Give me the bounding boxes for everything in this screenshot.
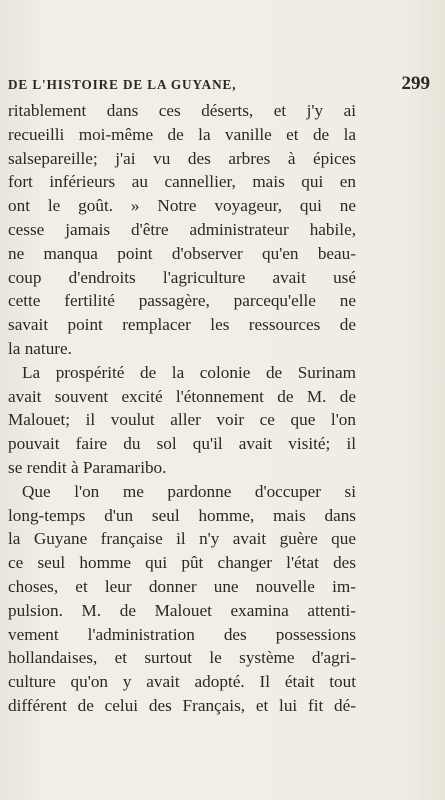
text-line: pouvait faire du sol qu'il avait visité; il	[8, 434, 356, 454]
running-head-title: DE L'HISTOIRE DE LA GUYANE,	[8, 77, 237, 92]
text-line: pulsion. M. de Malouet examina attenti-	[8, 600, 356, 620]
text-line: savait point remplacer les ressources de	[8, 315, 356, 335]
text-line: la Guyane française il n'y avait guère que	[8, 529, 356, 549]
text-line: ont le goût. » Notre voyageur, qui ne	[8, 196, 356, 216]
running-head	[8, 73, 437, 99]
text-line: culture qu'on y avait adopté. Il était tout	[8, 672, 356, 692]
text-line: recueilli moi-même de la vanille et de la	[8, 124, 356, 144]
text-line: vement l'administration des possessions	[8, 624, 356, 644]
paragraph-first-line: Que l'on me pardonne d'occuper si	[22, 481, 356, 501]
text-line: ne manqua point d'observer qu'en beau-	[8, 243, 356, 263]
text-line: coup d'endroits l'agriculture avait usé	[8, 267, 356, 287]
text-line: différent de celui des Français, et lui fit dé-	[8, 695, 356, 715]
text-line: avait souvent excité l'étonnement de M. de	[8, 386, 356, 406]
text-line: ritablement dans ces déserts, et j'y ai	[8, 101, 356, 120]
paragraph-first-line: La prospérité de la colonie de Surinam	[22, 362, 356, 382]
paragraph-last-line: la nature.	[8, 338, 72, 358]
text-line: salsepareille; j'ai vu des arbres à épices	[8, 148, 356, 168]
text-line: cesse jamais d'être administrateur habile,	[8, 219, 356, 239]
body-text	[8, 99, 356, 718]
text-line: long-temps d'un seul homme, mais dans	[8, 505, 356, 525]
text-line: Malouet; il voulut aller voir ce que l'on	[8, 410, 356, 430]
text-line: cette fertilité passagère, parcequ'elle ne	[8, 291, 356, 311]
text-line: ce seul homme qui pût changer l'état des	[8, 553, 356, 573]
text-line: hollandaises, et surtout le système d'agri-	[8, 648, 356, 668]
paragraph-last-line: se rendit à Paramaribo.	[8, 457, 167, 477]
page-number: 299	[401, 73, 430, 94]
text-line: choses, et leur donner une nouvelle im-	[8, 576, 356, 596]
text-line: fort inférieurs au cannellier, mais qui en	[8, 172, 356, 192]
